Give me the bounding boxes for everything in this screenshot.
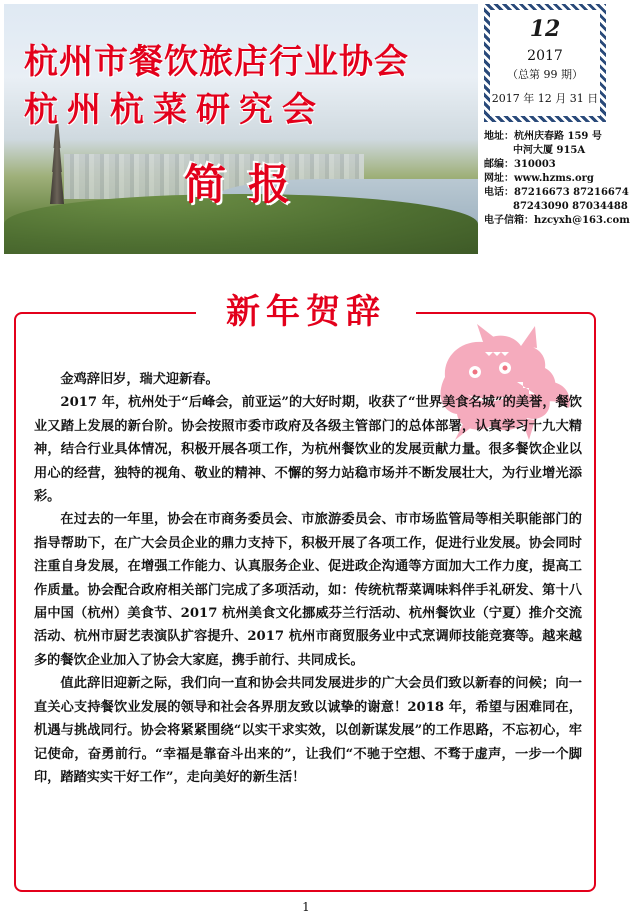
address-row-2: 中河大厦 915A [513, 145, 586, 156]
postcode-row: 邮编：310003 [484, 159, 556, 170]
contact-info [484, 130, 630, 228]
website-link[interactable]: 网址：www.hzms.org [484, 173, 594, 184]
association-title: 杭州市餐饮旅店行业协会 [24, 42, 409, 82]
page-number: 1 [302, 900, 310, 914]
phone-row-2: 87243090 87034488 [513, 201, 628, 212]
greeting-title-wrap [196, 288, 416, 336]
masthead [0, 0, 630, 255]
greeting-paragraph: 2017 年，杭州处于“后峰会，前亚运”的大好时期，收获了“世界美食名城”的美誉，餐饮业又踏上发展的新台阶。协会按照市委市政府及各级主管部门的总体部署，认真学习十九大精神，结合行业具体情况，积极开展各项工作，为杭州餐饮业的发展贡献力量。很多餐饮企业以用心的经营，独特的视角、敬业的精神、不懈的努力站稳市场并不断发展壮大，为行业增光添彩。 [34, 395, 582, 505]
greeting-body [34, 368, 582, 789]
address-row: 地址：杭州庆春路 159 号 [484, 131, 602, 142]
issue-year: 2017 [527, 48, 563, 64]
greeting-paragraph: 在过去的一年里，协会在市商务委员会、市旅游委员会、市市场监管局等相关职能部门的指导帮助下，在广大会员企业的鼎力支持下，积极开展了各项工作，促进行业发展。协会同时注重自身发展，在增强工作能力、认真服务企业、促进政企沟通等方面加大工作力度，提高工作质量。协会配合政府相关部门完成了多项活动，如：传统杭帮菜调味料伴手礼研发、第十八届中国（杭州）美食节、2017 杭州美食文化挪威芬兰行活动、杭州餐饮业（宁夏）推介交流活动、杭州市厨艺表演队扩容提升、2017 杭州市商贸服务业中式烹调师技能竞赛等。越来越多的餐饮企业加入了协会大家庭，携手前行、共同成长。 [34, 512, 582, 668]
phone-row: 电话：87216673 87216674 [484, 187, 629, 198]
greeting-title: 新年贺辞 [226, 292, 386, 332]
research-society-title: 杭州杭菜研究会 [24, 90, 325, 130]
greeting-paragraph: 值此辞旧迎新之际，我们向一直和协会共同发展进步的广大会员们致以新春的问候；向一直关心支持餐饮业发展的领导和社会各界朋友致以诚挚的谢意！2018 年，希望与困难同在，机遇与挑战同行。协会将紧紧围绕“以实干求实效，以创新谋发展”的工作思路，不忘初心，牢记使命，奋勇前行。“幸福是靠奋斗出来的”，让我们“不驰于空想、不骛于虚声，一步一个脚印，踏踏实实干好工作”，走向美好的新生活！ [34, 676, 582, 785]
issue-number: 12 [529, 16, 561, 42]
issue-total: （总第 99 期） [507, 68, 583, 81]
publication-name: 简报 [184, 160, 313, 209]
pagoda-icon [50, 124, 64, 204]
issue-info-box [484, 4, 606, 122]
issue-date: 2017 年 12 月 31 日 [491, 92, 599, 105]
masthead-banner [4, 4, 478, 250]
greeting-paragraph: 金鸡辞旧岁，瑞犬迎新春。 [60, 372, 219, 387]
email-link[interactable]: 电子信箱：hzcyxh@163.com [484, 215, 630, 226]
